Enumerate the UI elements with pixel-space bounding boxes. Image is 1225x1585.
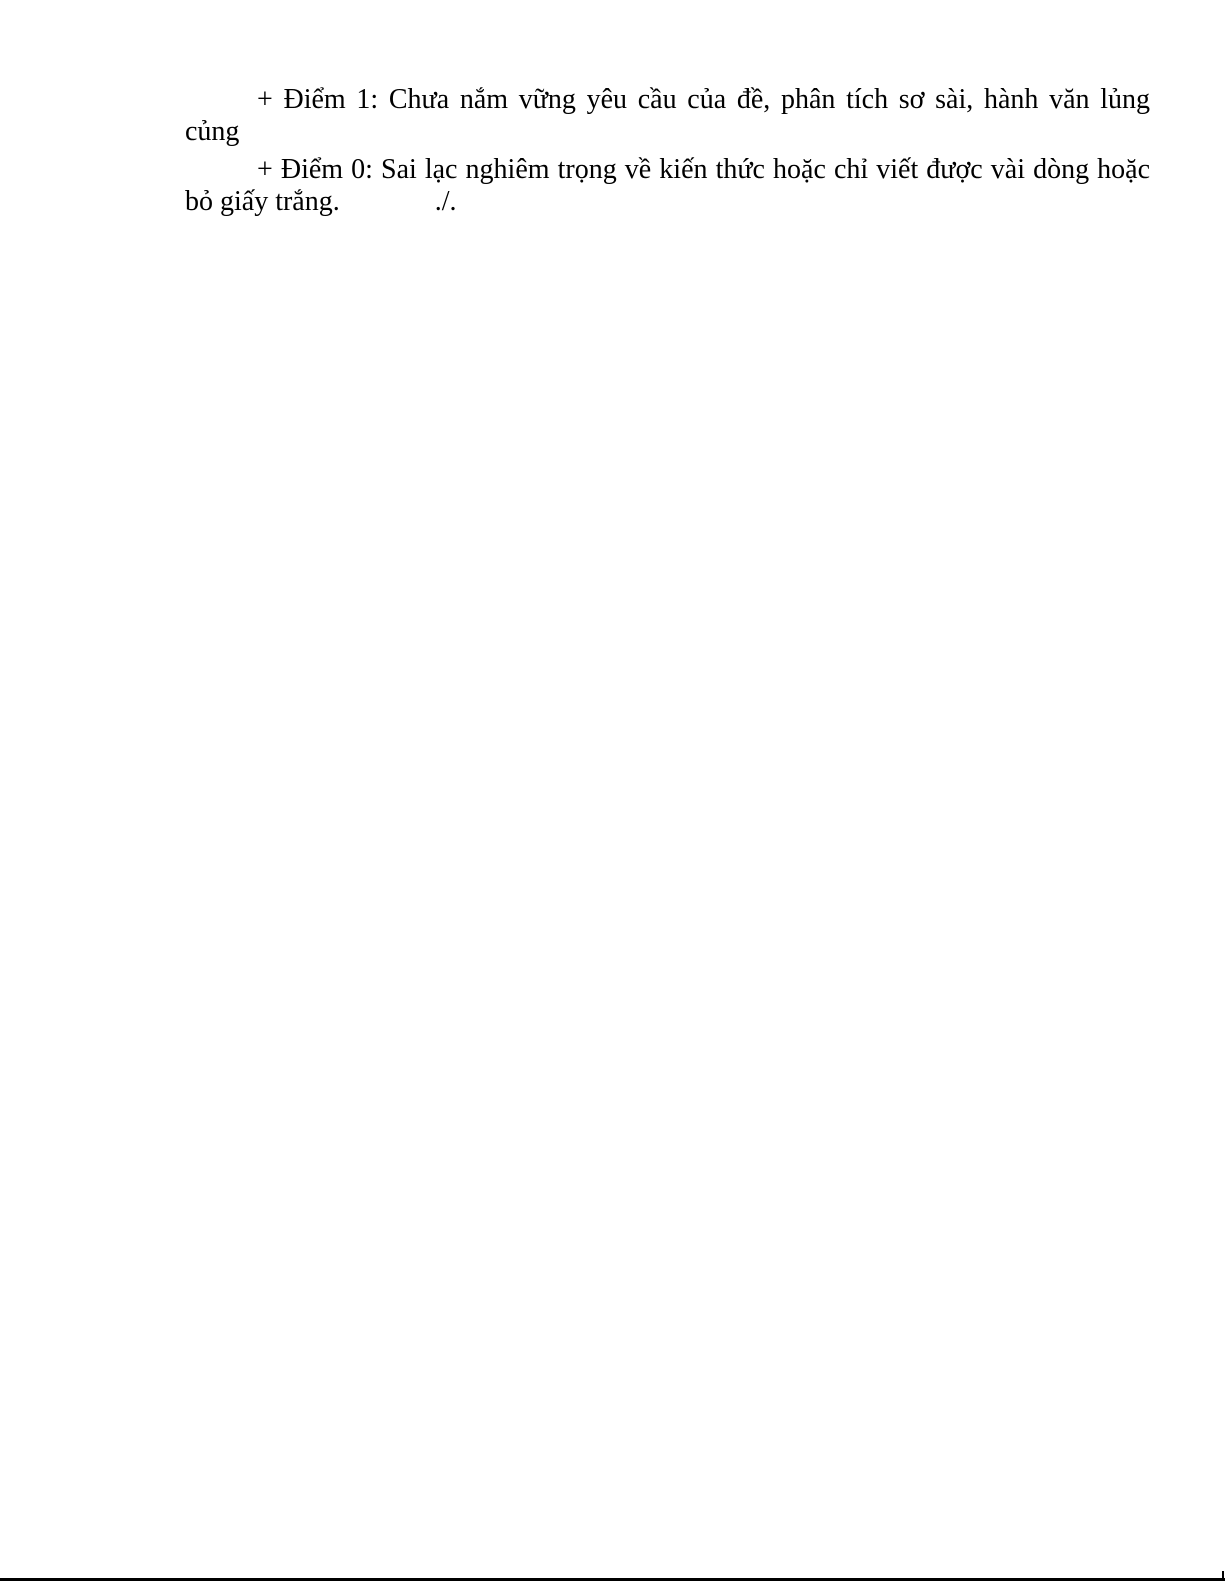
paragraph-diem-0-line-2 [185,186,1150,218]
paragraph-diem-0-line-1: + Điểm 0: Sai lạc nghiêm trọng về kiến thức hoặc chỉ viết được vài dòng hoặc [257,154,1150,185]
grading-criteria-text [185,84,1150,218]
document-closing-mark: ./. [434,186,457,217]
page-bottom-rule [0,1578,1225,1581]
paragraph-diem-0-line-2-text: bỏ giấy trắng. [185,186,340,217]
paragraph-diem-0 [185,154,1150,218]
paragraph-diem-1 [185,84,1150,148]
page-bottom-rule-end-tick [1222,1571,1224,1579]
paragraph-diem-1-line-2: củng [185,116,240,147]
paragraph-diem-1-line-1: + Điểm 1: Chưa nắm vững yêu cầu của đề, phân tích sơ sài, hành văn lủng [257,84,1150,115]
